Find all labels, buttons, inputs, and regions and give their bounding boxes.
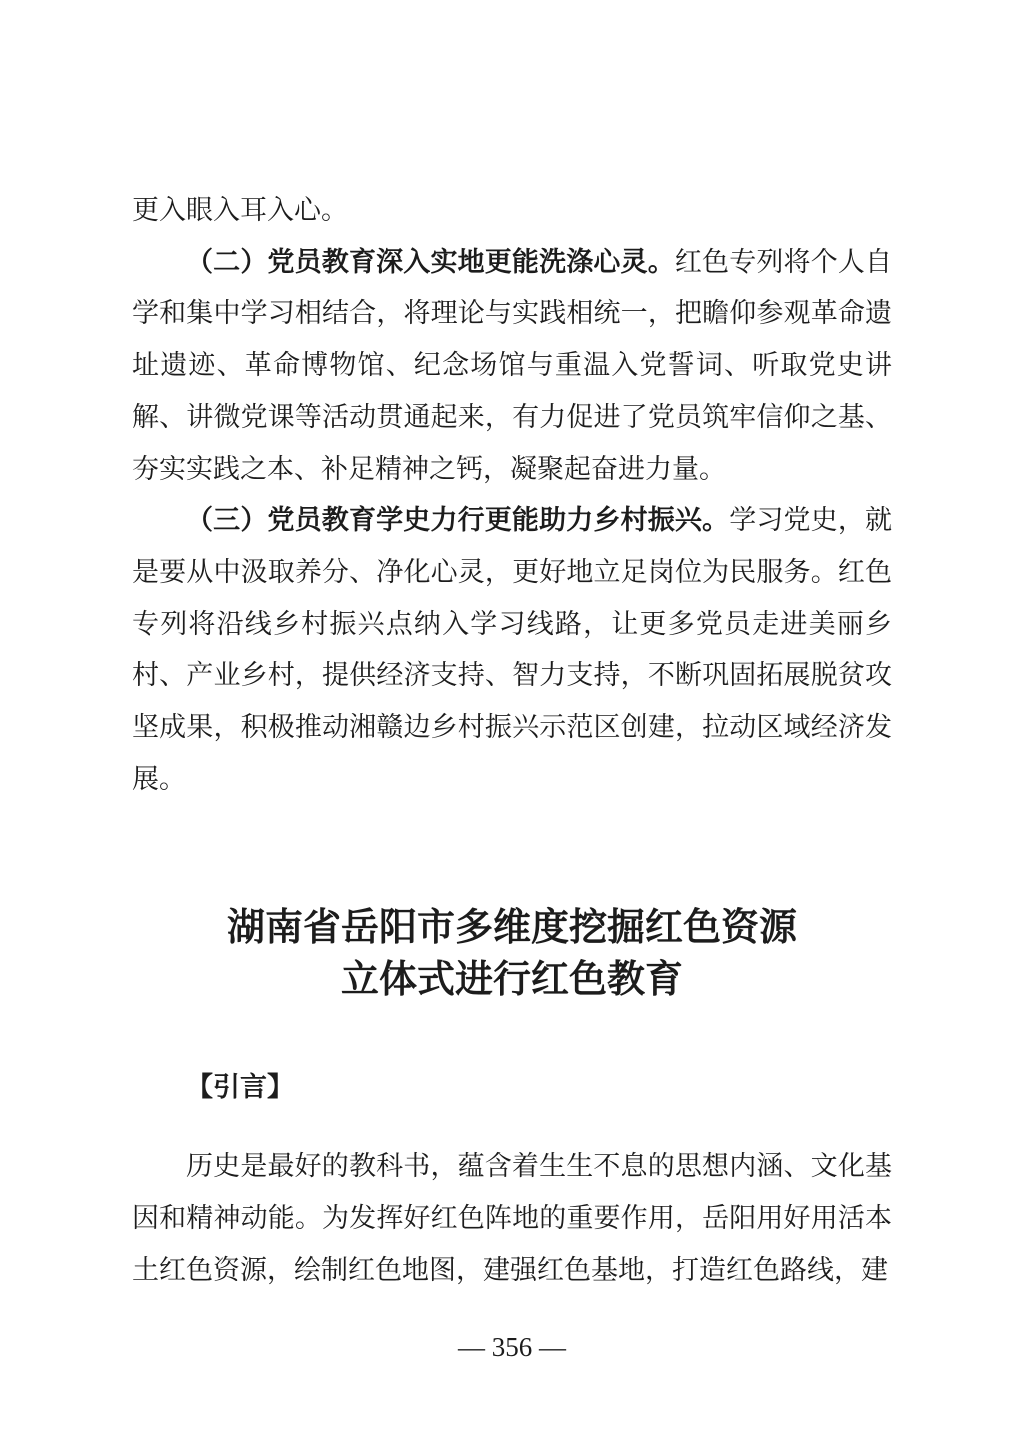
paragraph-continuation — [132, 185, 892, 237]
section-three-heading: （三）党员教育学史力行更能助力乡村振兴。 — [186, 505, 730, 536]
paragraph-text: 更入眼入耳入心。 — [132, 195, 348, 225]
section-two-heading: （二）党员教育深入实地更能洗涤心灵。 — [186, 246, 675, 277]
paragraph-section-three — [132, 495, 892, 805]
page-number: — 356 — — [458, 1332, 566, 1362]
article-title-line1: 湖南省岳阳市多维度挖掘红色资源 — [226, 907, 797, 950]
paragraph-text: 历史是最好的教科书，蕴含着生生不息的思想内涵、文化基因和精神动能。为发挥好红色阵地的重要作用，岳阳用好用活本土红色资源，绘制红色地图，建强红色基地，打造红色路线，建 — [132, 1151, 892, 1285]
intro-section-label: 【引言】 — [186, 1072, 294, 1103]
paragraph-section-two — [132, 237, 892, 496]
text-column — [132, 185, 892, 1296]
paragraph-text: 红色专列将个人自学和集中学习相结合，将理论与实践相统一，把瞻仰参观革命遗址遗迹、革命博物馆、纪念场馆与重温入党誓词、听取党史讲解、讲微党课等活动贯通起来，有力促进了党员筑牢信仰之基、夯实实践之本、补足精神之钙，凝聚起奋进力量。 — [132, 246, 893, 484]
paragraph-text: 学习党史，就是要从中汲取养分、净化心灵，更好地立足岗位为民服务。红色专列将沿线乡村振兴点纳入学习线路，让更多党员走进美丽乡村、产业乡村，提供经济支持、智力支持，不断巩固拓展脱贫攻坚成果，积极推动湘赣边乡村振兴示范区创建，拉动区域经济发展。 — [132, 505, 893, 794]
article-title — [132, 902, 892, 1006]
article-title-line2: 立体式进行红色教育 — [340, 959, 683, 1002]
intro-paragraph — [132, 1141, 892, 1296]
